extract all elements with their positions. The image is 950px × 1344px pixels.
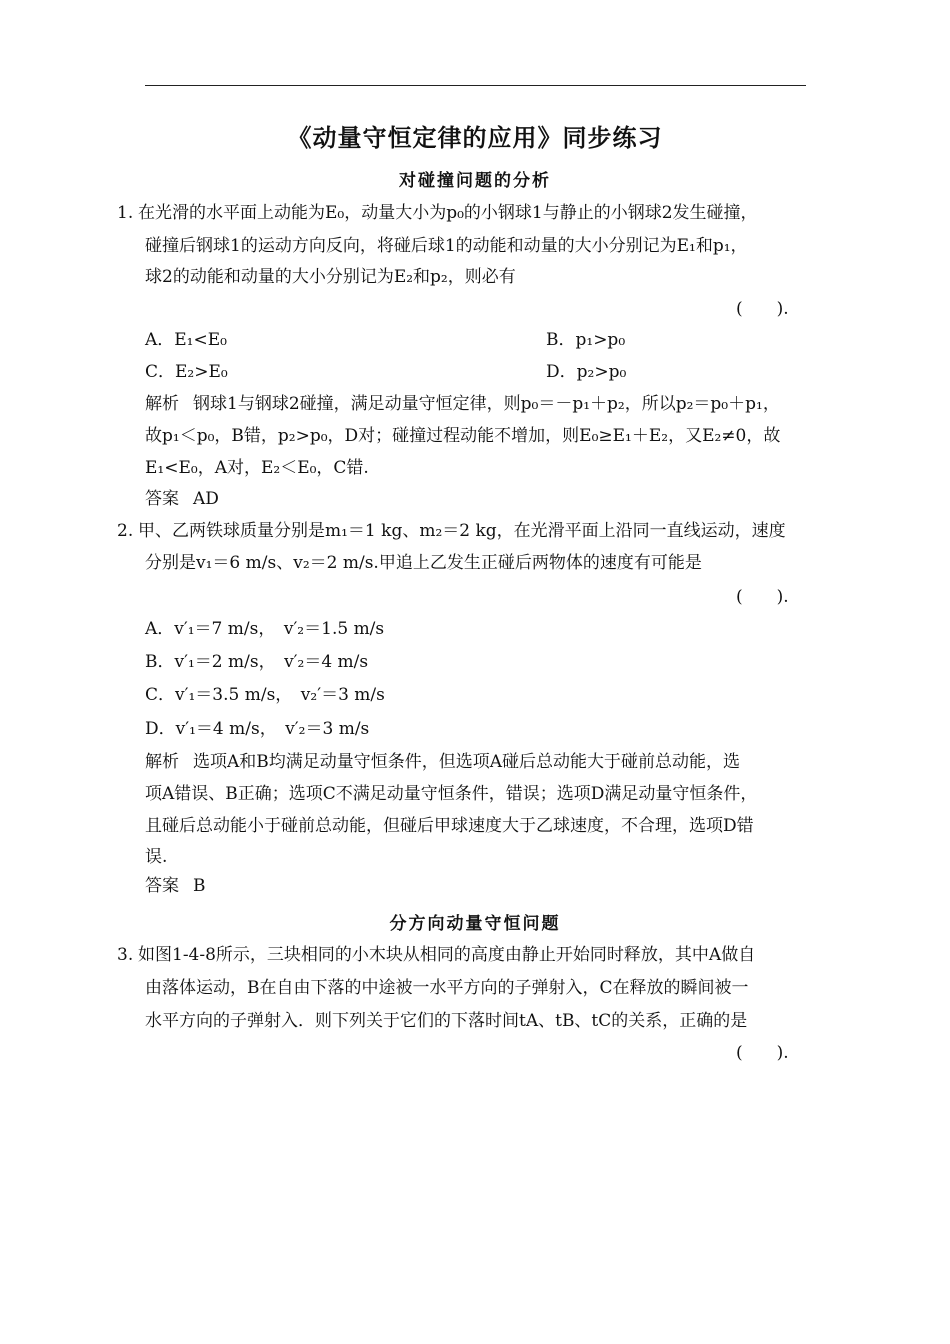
section-heading-collision: 对碰撞问题的分析 — [399, 171, 551, 191]
answer-label: 答案 — [145, 489, 179, 509]
question-2-option-a: A．v′₁＝7 m/s， v′₂＝1.5 m/s — [145, 619, 385, 639]
question-3-number: 3. — [117, 945, 134, 965]
question-2-answer-blank: ( ). — [736, 587, 789, 607]
question-2-analysis-line-2: 项A错误、B正确；选项C不满足动量守恒条件，错误；选项D满足动量守恒条件， — [145, 784, 758, 804]
question-2-option-c: C．v′₁＝3.5 m/s， v₂′＝3 m/s — [145, 685, 385, 705]
question-2-number: 2. — [117, 521, 134, 541]
answer-label: 答案 — [145, 876, 179, 896]
question-1-number: 1. — [117, 203, 134, 223]
analysis-label: 解析 — [145, 394, 179, 414]
section-heading-directional: 分方向动量守恒问题 — [389, 914, 561, 934]
question-2-analysis-line-1 — [145, 752, 740, 772]
header-rule — [145, 85, 806, 86]
question-1-stem-line-1: 在光滑的水平面上动能为E₀，动量大小为p₀的小钢球1与静止的小钢球2发生碰撞， — [138, 203, 758, 223]
question-1-stem-line-3: 球2的动能和动量的大小分别记为E₂和p₂，则必有 — [145, 267, 516, 287]
question-1-analysis-line-2: 故p₁＜p₀，B错，p₂>p₀，D对；碰撞过程动能不增加，则E₀≥E₁＋E₂，又E₂≠0，故 — [145, 426, 781, 446]
question-1-option-c: C．E₂>E₀ — [145, 362, 228, 382]
question-1-answer-blank: ( ). — [736, 299, 789, 319]
question-1-option-b: B．p₁>p₀ — [546, 330, 626, 350]
question-2-stem-line-2: 分别是v₁＝6 m/s、v₂＝2 m/s.甲追上乙发生正碰后两物体的速度有可能是 — [145, 553, 702, 573]
question-1-analysis-line-1 — [145, 394, 780, 414]
question-2-option-b: B．v′₁＝2 m/s， v′₂＝4 m/s — [145, 652, 369, 672]
analysis-text: 钢球1与钢球2碰撞，满足动量守恒定律，则p₀＝－p₁＋p₂，所以p₂＝p₀＋p₁， — [193, 394, 780, 414]
question-3-stem-line-1: 如图1-4-8所示，三块相同的小木块从相同的高度由静止开始同时释放，其中A做自 — [138, 945, 756, 965]
question-2-analysis-line-4: 误. — [145, 847, 168, 867]
answer-value: AD — [193, 489, 219, 509]
question-3-answer-blank: ( ). — [736, 1043, 789, 1063]
analysis-label: 解析 — [145, 752, 179, 772]
question-2-analysis-line-3: 且碰后总动能小于碰前总动能，但碰后甲球速度大于乙球速度，不合理，选项D错 — [145, 816, 754, 836]
answer-value: B — [193, 876, 206, 896]
question-1-stem-line-2: 碰撞后钢球1的运动方向反向，将碰后球1的动能和动量的大小分别记为E₁和p₁， — [145, 236, 748, 256]
question-2-stem-line-1: 甲、乙两铁球质量分别是m₁＝1 kg、m₂＝2 kg，在光滑平面上沿同一直线运动，速度 — [138, 521, 786, 541]
question-3-stem-line-3: 水平方向的子弹射入．则下列关于它们的下落时间tA、tB、tC的关系，正确的是 — [145, 1011, 748, 1031]
question-1-option-a: A．E₁<E₀ — [145, 330, 227, 350]
page-title: 《动量守恒定律的应用》同步练习 — [287, 123, 663, 152]
question-3-stem-line-2: 由落体运动，B在自由下落的中途被一水平方向的子弹射入，C在释放的瞬间被一 — [145, 978, 749, 998]
question-2-option-d: D．v′₁＝4 m/s， v′₂＝3 m/s — [145, 719, 370, 739]
question-1-answer — [145, 489, 219, 509]
analysis-text: 选项A和B均满足动量守恒条件，但选项A碰后总动能大于碰前总动能，选 — [193, 752, 741, 772]
question-1-option-d: D．p₂>p₀ — [546, 362, 627, 382]
question-1-analysis-line-3: E₁<E₀，A对，E₂＜E₀，C错. — [145, 458, 369, 478]
question-2-answer — [145, 876, 206, 896]
